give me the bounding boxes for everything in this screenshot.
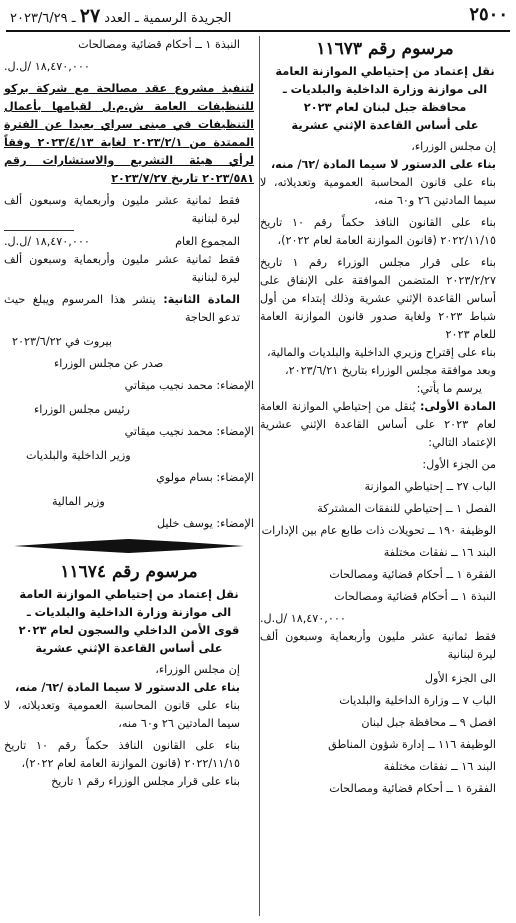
constitution-clause: بناء على الدستور لا سيما المادة /٦٢/ منه، — [270, 158, 496, 171]
decrees-line: يرسم ما يأتي: — [416, 382, 482, 395]
decree-subject-line: نقل إعتماد من إحتياطي الموازنة العامة — [275, 64, 495, 78]
signature-line: الإمضاء: بسام مولوي — [156, 471, 254, 484]
budget-line: من الجزء الأول: — [422, 458, 496, 471]
decree-title: مرسوم رقم ١١٦٧٣ — [316, 39, 454, 59]
issued-by: صدر عن مجلس الوزراء — [54, 357, 164, 370]
decree-subject-line: قوى الأمن الداخلي والسجون لعام ٢٠٢٣ — [18, 623, 240, 637]
budget-line: النبذة ١ ــ أحكام قضائية ومصالحات — [334, 590, 496, 603]
decree-subject-line: على أساس القاعدة الإثني عشرية — [291, 118, 479, 132]
budget-line: الفصل ١ ــ إحتياطي للنفقات المشتركة — [317, 502, 496, 515]
decree-subject-line: على أساس القاعدة الإثني عشرية — [35, 641, 223, 655]
legal-clause: بناء على قرار مجلس الوزراء رقم ١ تاريخ ٢٠٢٣/٢/٢٧ المتضمن الموافقة على الإنفاق على أساس القاعدة الإثني عشرية وذلك إبتداء من أول شباط ٢٠٢٣ ولغاية صدور قانون الموازنة العامة للعام ٢٠٢٣ — [260, 256, 496, 341]
journal-name: الجريدة الرسمية ـ العدد — [104, 11, 232, 26]
section-divider-ornament — [14, 539, 244, 553]
signatory-title: وزير المالية — [52, 495, 105, 508]
budget-line: الوظيفة ١١٦ ــ إدارة شؤون المناطق — [328, 738, 496, 751]
right-column — [260, 36, 510, 798]
budget-line: الفقرة ١ ــ أحكام قضائية ومصالحات — [329, 568, 496, 581]
constitution-clause: بناء على الدستور لا سيما المادة /٦٢/ منه، — [14, 681, 240, 694]
budget-line: الباب ٢٧ ــ إحتياطي الموازنة — [364, 480, 496, 493]
signature-line: الإمضاء: محمد نجيب ميقاتي — [124, 425, 254, 438]
article-label: المادة الثانية: — [163, 293, 240, 306]
decree-subject-line: الى موازنة وزارة الداخلية والبلديات ـ — [26, 605, 232, 619]
decree-subject-line: الى موازنة وزارة الداخلية والبلديات ـ — [282, 82, 488, 96]
signature-line: الإمضاء: محمد نجيب ميقاتي — [124, 379, 254, 392]
decree-subject-line: محافظة جبل لبنان لعام ٢٠٢٣ — [303, 100, 467, 114]
legal-clause: بناء على قانون المحاسبة العمومية وتعديلاته، لا سيما المادتين ٢٦ و٦٠ منه، — [260, 176, 496, 207]
council-line: إن مجلس الوزراء، — [155, 663, 240, 676]
journal-header — [10, 5, 231, 27]
budget-line: افصل ٩ ــ محافظة جبل لبنان — [361, 716, 496, 729]
legal-clause: بناء على القانون النافذ حكماً رقم ١٠ تاريخ ٢٠٢٢/١١/١٥ (قانون الموازنة العامة لعام ٢٠٢٢)، — [4, 739, 240, 770]
budget-line: البند ١٦ ــ نفقات مختلفة — [383, 760, 496, 773]
budget-line: الباب ٧ ــ وزارة الداخلية والبلديات — [339, 694, 496, 707]
legal-clause: بناء على قانون المحاسبة العمومية وتعديلاته، لا سيما المادتين ٢٦ و٦٠ منه، — [4, 699, 240, 730]
amount-in-words: فقط ثمانية عشر مليون وأربعماية وسبعون ألف ليرة لبنانية — [260, 630, 496, 661]
page-number: ٢٥٠٠ — [469, 4, 508, 25]
left-column — [4, 36, 254, 791]
council-line: إن مجلس الوزراء، — [411, 140, 496, 153]
article-one — [260, 398, 510, 452]
article-two — [4, 291, 254, 327]
amount-in-words: فقط ثمانية عشر مليون وأربعماية وسبعون ألف ليرة لبنانية — [4, 253, 240, 284]
issue-number: ٢٧ — [79, 5, 101, 27]
legal-clause: بناء على القانون النافذ حكماً رقم ١٠ تاريخ ٢٠٢٢/١١/١٥ (قانون الموازنة العامة لعام ٢٠٢٢)، — [260, 216, 496, 247]
total-amount: ١٨,٤٧٠,٠٠٠ /ل.ل. — [4, 235, 90, 248]
signatory-title: رئيس مجلس الوزراء — [34, 403, 130, 416]
article-text: يُنقل من إحتياطي الموازنة العامة لعام ٢٠٢٣ على أساس القاعدة الإثني عشرية الإعتماد التالي: — [260, 400, 496, 449]
budget-line: الفقرة ١ ــ أحكام قضائية ومصالحات — [329, 782, 496, 795]
signatory-title: وزير الداخلية والبلديات — [26, 449, 131, 462]
budget-line: الوظيفة ١٩٠ ــ تحويلات ذات طابع عام بين الإدارات — [261, 524, 496, 537]
page-header — [0, 0, 516, 30]
budget-line: النبذة ١ ــ أحكام قضائية ومصالحات — [78, 38, 240, 51]
amount-in-words: فقط ثمانية عشر مليون وأربعماية وسبعون ألف ليرة لبنانية — [4, 194, 240, 225]
header-rule — [6, 30, 510, 32]
legal-clause: بناء على إقتراح وزيري الداخلية والبلديات والمالية، — [267, 346, 496, 359]
article-text: ينشر هذا المرسوم ويبلغ حيث تدعو الحاجة — [4, 293, 240, 324]
decree-subject-line: نقل إعتماد من إحتياطي الموازنة العامة — [19, 587, 239, 601]
total-row — [4, 233, 254, 251]
decree-title: مرسوم رقم ١١٦٧٤ — [60, 562, 198, 582]
budget-line: الى الجزء الأول — [424, 672, 496, 685]
settlement-description: لتنفيذ مشروع عقد مصالحة مع شركة بركو للتنظيفات العامة ش.م.ل لقيامها بأعمال التنظيفات في مبنى سراي بعبدا عن الفترة الممتدة من ٢٠٢٣/٢/١ لغاية ٢٠٢٣/٤/١٣ وفقاً لرأي هيئة التشريع والاستشارات رقم ٢٠٢٣/٥٨١ تاريخ ٢٠٢٣/٧/٢٧ — [4, 82, 254, 185]
legal-clause: بناء على قرار مجلس الوزراء رقم ١ تاريخ — [51, 775, 240, 788]
issue-date: ـ ٢٠٢٣/٦/٢٩ — [10, 11, 76, 26]
amount: ١٨,٤٧٠,٠٠٠ /ل.ل. — [4, 60, 90, 73]
signature-line: الإمضاء: يوسف خليل — [156, 517, 254, 530]
budget-line: البند ١٦ ــ نفقات مختلفة — [383, 546, 496, 559]
approval-clause: وبعد موافقة مجلس الوزراء بتاريخ ٢٠٢٣/٦/٢١، — [285, 364, 496, 377]
article-label: المادة الأولى: — [419, 400, 497, 413]
sum-rule — [4, 230, 74, 231]
place-date: بيروت في ٢٠٢٣/٦/٢٢ — [12, 335, 112, 348]
total-label: المجموع العام — [175, 235, 240, 248]
amount: ١٨,٤٧٠,٠٠٠ /ل.ل. — [260, 612, 346, 625]
